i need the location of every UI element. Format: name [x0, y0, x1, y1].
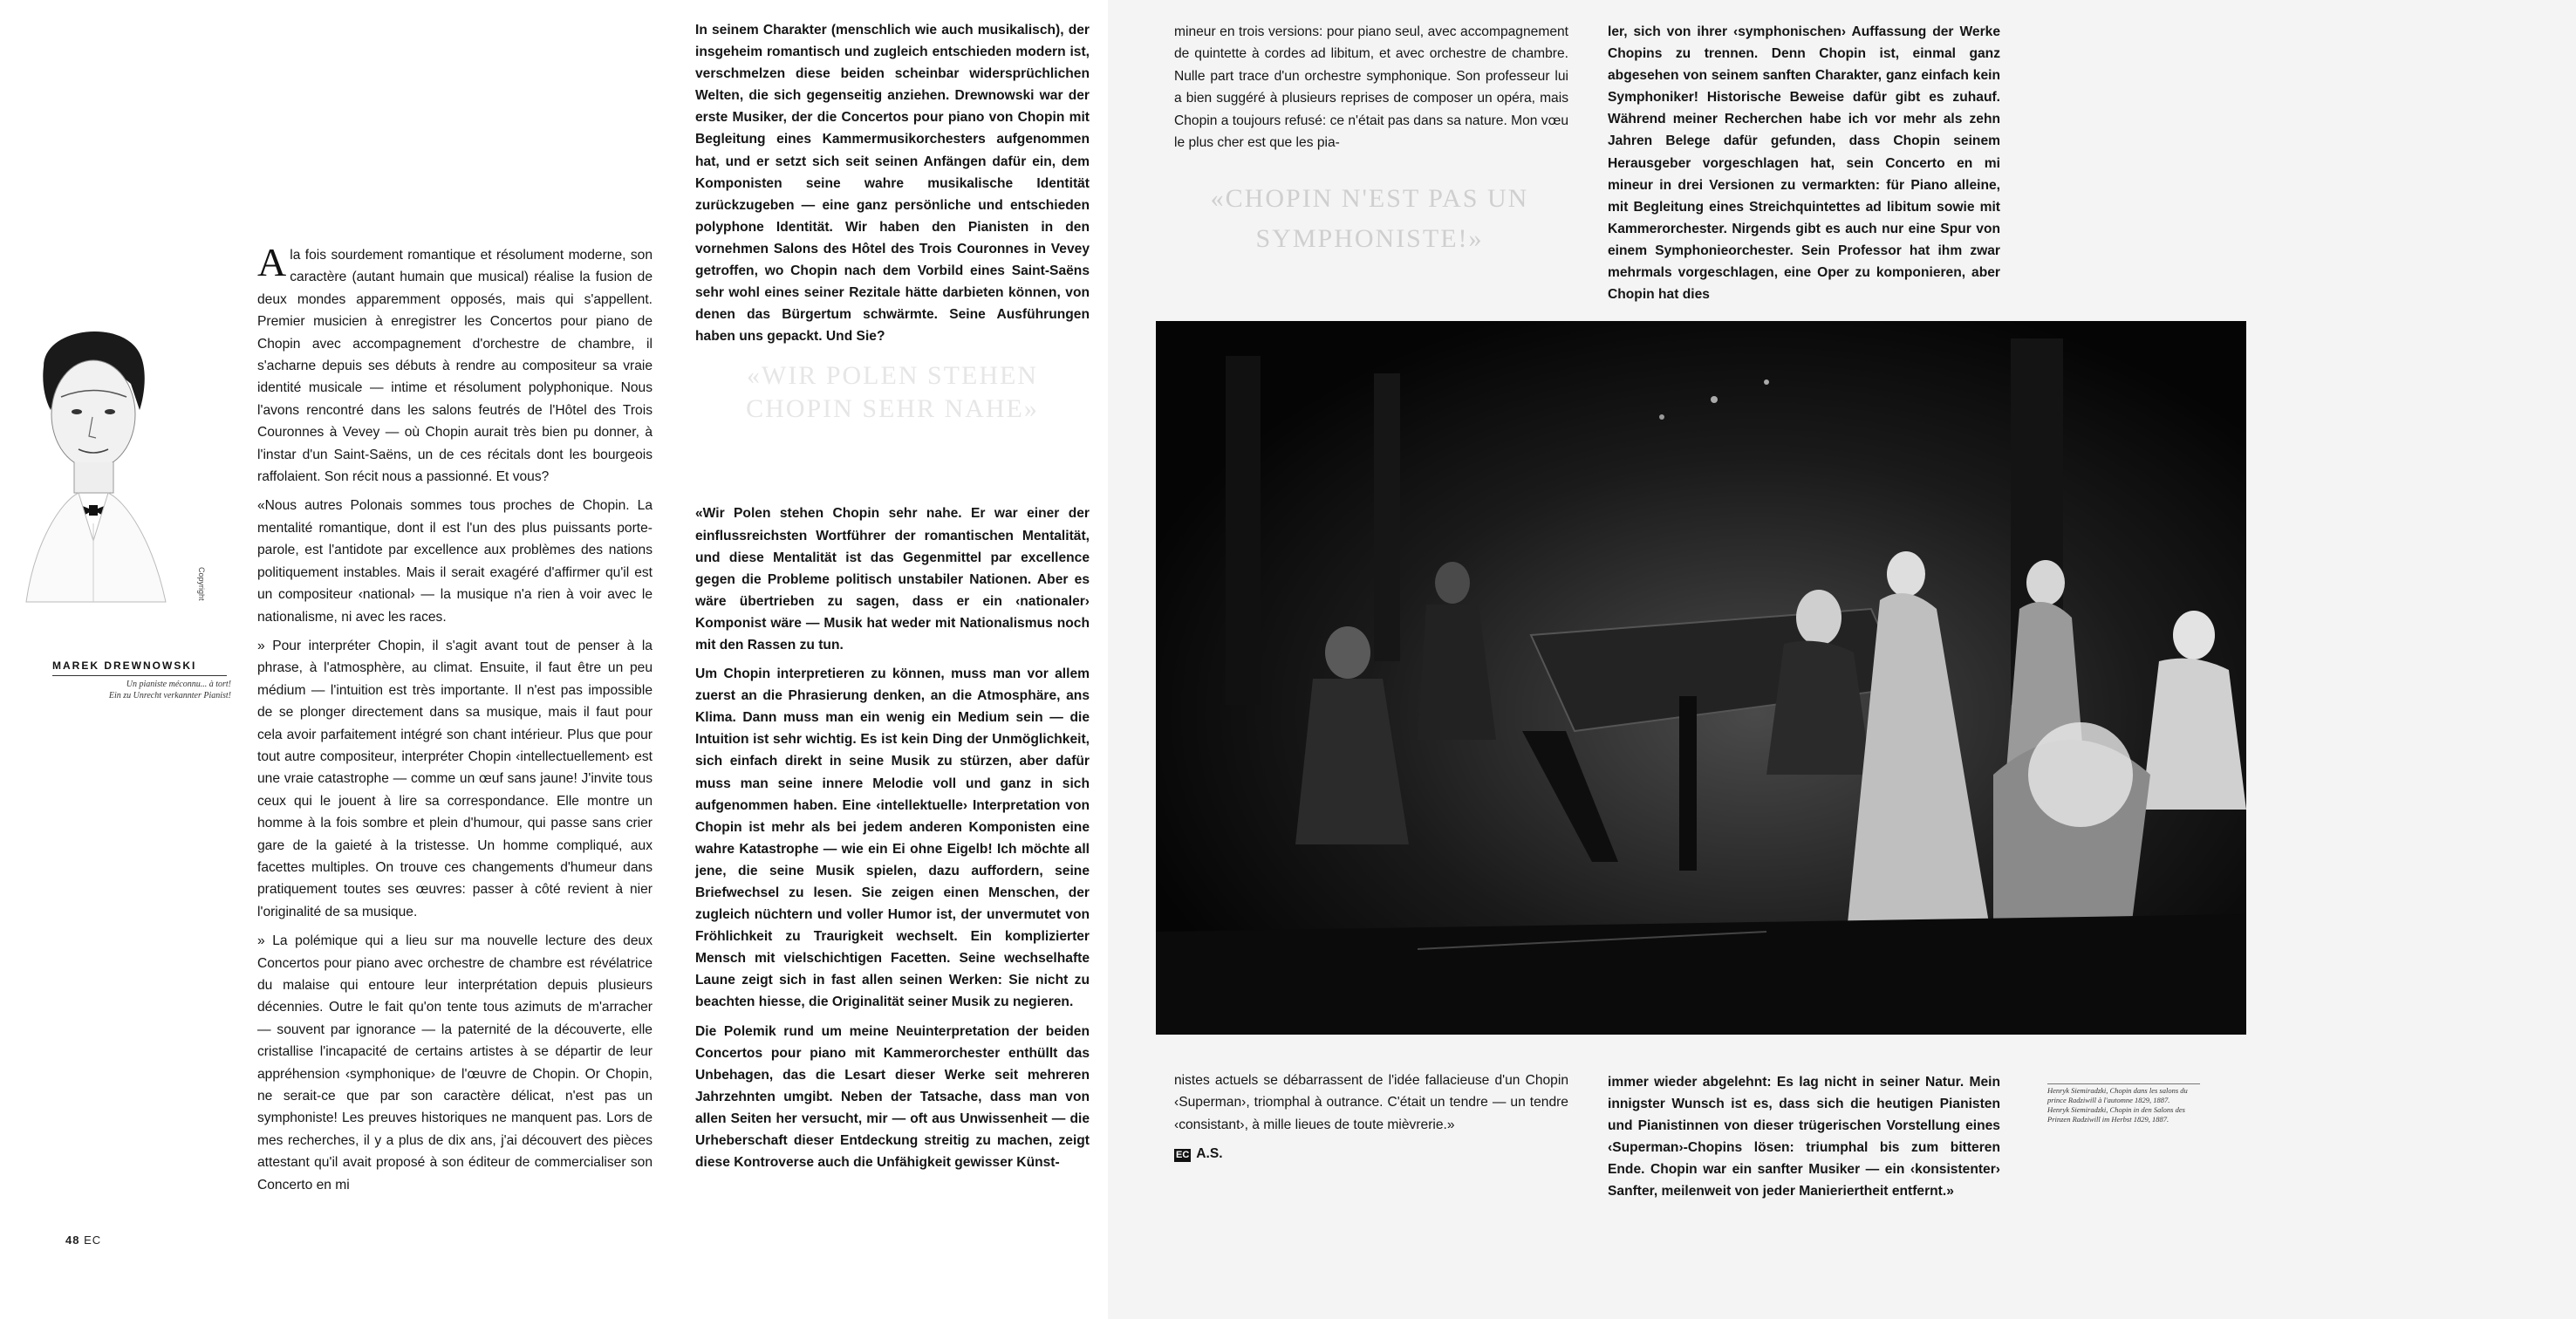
- left-page: [0, 0, 1108, 1319]
- french-continuation-top: [1174, 21, 1568, 161]
- portrait-caption-de: Ein zu Unrecht verkannter Pianist!: [108, 691, 231, 701]
- fr-paragraph-3: » Pour interpréter Chopin, il s'agit avant tout de penser à la phrase, à l'atmosphère, au climat. Ensuite, il faut être un peu médium — l'intuition est très importante. Il n'est pas impossible de se plonger directement dans sa musique, mais il faut pour cela avoir parfaitement intégré son chant intérieur. Plus que pour tout autre compositeur, interpréter Chopin ‹intellectuellement› est une vraie catastrophe — comme un œuf sans jaune! J'invite tous ceux qui le jouent à lire sa correspondance. Elle montre un homme à la fois sombre et plein d'humour, qui passe sans crier gare de la gaieté à la tristesse. Un homme compliqué, aux facettes multiples. On trouve ces changements d'humeur dans pratiquement toutes ses œuvres: passer à côté revient à nier l'originalité de sa musique.: [257, 638, 653, 919]
- page-number: 48: [65, 1234, 80, 1247]
- pull-quote: «CHOPIN N'EST PAS UN SYMPHONISTE!»: [1210, 184, 1529, 253]
- de-paragraph-4: Die Polemik rund um meine Neuinterpretation der beiden Concertos pour piano mit Kammerorchester enthüllt das Unbehagen, das die Lesart dieser Werke seit mehreren Jahrzehnten umgibt. Neben der Tatsache, dass man von allen Seiten her versucht, mir — oft aus Unwissenheit — die Urheberschaft dieser Entdeckung streitig zu machen, zeigt diese Kontroverse auch die Unfähigkeit gewisser Künst-: [695, 1023, 1090, 1171]
- fr-top-text: mineur en trois versions: pour piano seul, avec accompagnement de quintette à cordes ad libitum, et avec orchestre de chambre. Nulle part trace d'un orchestre symphonique. Son professeur lui a bien suggéré à plusieurs reprises de composer un opéra, mais Chopin a toujours refusé: ce n'était pas dans sa nature. Mon vœu le plus cher est que les pia-: [1174, 24, 1568, 151]
- photo-caption-divider: [2047, 1083, 2200, 1084]
- fr-paragraph-1: [257, 240, 653, 488]
- portrait-name: MAREK DREWNOWSKI: [52, 660, 197, 672]
- photo-caption: [2047, 1086, 2200, 1124]
- de-bottom-text: immer wieder abgelehnt: Es lag nicht in seiner Natur. Mein innigster Wunsch ist es, dass sich die heutigen Pianisten und Pianistinnen von dieser trügerischen Vorstellung eines ‹Superman›-Chopins lösen: triumphal bis zum bitteren Ende. Chopin war ein sanfter Musiker — ein ‹konsistenter› Sanfter, meilenweit von jeder Manieriertheit entfernt.»: [1608, 1075, 2000, 1199]
- magazine-mark: EC: [84, 1234, 102, 1247]
- caption-divider: [52, 675, 227, 676]
- portrait-photo: [9, 314, 183, 628]
- fr-paragraph-2: «Nous autres Polonais sommes tous proches de Chopin. La mentalité romantique, dont il est l'un des plus puissants porte-parole, est l'antidote par excellence aux problèmes des nations politiquement instables. Mais il serait exagéré d'affirmer qu'il est un compositeur ‹national› — la musique n'a rien à voir avec le nationalisme, ni avec les races.: [257, 498, 653, 625]
- photo-credit: Copyright: [197, 567, 206, 601]
- de-paragraph-2: «Wir Polen stehen Chopin sehr nahe. Er war einer der einflussreichsten Wortführer der romantischen Mentalität, und diese Mentalität ist das Gegenmittel par excellence gegen die Probleme politisch unstabiler Nationen. Aber es wäre übertrieben zu sagen, dass er ein ‹nationaler› Komponist wäre — Musik hat weder mit Nationalismus noch mit den Rassen zu tun.: [695, 506, 1090, 653]
- french-continuation-bottom: [1174, 1070, 1568, 1165]
- fr-paragraph-4: » La polémique qui a lieu sur ma nouvelle lecture des deux Concertos pour piano avec orchestre de chambre est révélatrice du malaise qui entoure leur interprétation depuis plusieurs décennies. Outre le fait qu'on tente tous azimuts de m'arracher — souvent par ignorance — la paternité de la découverte, elle cristallise l'incapacité de certains artistes à se départir de leur appréhension ‹symphonique› de l'œuvre de Chopin. Or Chopin, ne serait-ce que par son caractère délicat, n'est pas un symphoniste! Les preuves historiques ne manquent pas. Lors de mes recherches, il y a plus de dix ans, j'ai découvert des pièces attestant qu'il avait proposé à son éditeur de commercialiser son Concerto en mi: [257, 933, 653, 1193]
- french-article-column: [257, 240, 653, 1203]
- de-top-text: ler, sich von ihrer ‹symphonischen› Auffassung der Werke Chopins zu trennen. Denn Chopin ist, einmal ganz abgesehen von seinem sanften Charakter, ganz einfach kein Symphoniker! Historische Beweise dafür gibt es zuhauf. Während meiner Recherchen habe ich vor mehr als zehn Jahren Belege dafür gefunden, dass Chopin seinem Herausgeber vorgeschlagen hat, sein Concerto en mi mineur in drei Versionen zu vermarkten: für Piano alleine, mit Begleitung eines Streichquintettes ad libitum sowie mit Kammerorchester. Nirgends gibt es auch nur eine Spur von einem Symphonieorchester. Sein Professor hat ihm zwar mehrmals vorgeschlagen, eine Oper zu komponieren, aber Chopin hat dies: [1608, 24, 2000, 303]
- portrait-caption: [52, 679, 231, 701]
- portrait-caption-fr: Un pianiste méconnu... à tort!: [126, 680, 231, 689]
- photo-caption-de: Henryk Siemiradzki, Chopin in den Salons des Prinzen Radziwill im Herbst 1829, 1887.: [2047, 1105, 2185, 1124]
- fr-paragraph-1-text: la fois sourdement romantique et résolument moderne, son caractère (autant humain que musical) réalise la fusion de deux mondes apparemment opposés, mais qui s'appellent. Premier musicien à enregistrer les Concertos pour piano de Chopin avec accompagnement d'orchestre de chambre, il s'acharne depuis ses débuts à rendre au compositeur sa vraie identité musicale — intime et résolument polyphonique. Nous l'avons rencontré dans les salons feutrés de l'Hôtel des Trois Couronnes à Vevey — où Chopin aurait très bien pu donner, à l'instar d'un Saint-Saëns, un de ces récitals dont les bourgeois raffolaient. Son récit nous a passionné. Et vous?: [257, 248, 653, 485]
- fr-bottom-text: nistes actuels se débarrassent de l'idée fallacieuse d'un Chopin ‹Superman›, triomphal à outrance. C'était un tendre — un tendre ‹consistant›, à mille lieues de toute mièvrerie.»: [1174, 1073, 1568, 1132]
- german-continuation-top: [1608, 21, 2000, 312]
- german-article-column: [695, 19, 1090, 1180]
- de-paragraph-3: Um Chopin interpretieren zu können, muss man vor allem zuerst an die Phrasierung denken, an die Atmosphäre, ans Klima. Dann muss man ein wenig ein Medium sein — die Intuition ist sehr wichtig. Es ist kein Ding der Unmöglichkeit, sich einfach direkt in seine Musik zu stürzen, aber dafür muss man seine innere Melodie voll und ganz in sich aufgenommen haben. Eine ‹intellektuelle› Interpretation von Chopin ist mehr als bei jedem anderen Komponisten eine wahre Katastrophe — wie ein Ei ohne Eigelb! Ich möchte all jene, die seine Musik spielen, dazu auffordern, seine Briefwechsel zu lesen. Sie zeigen einen Menschen, der zugleich nüchtern und voller Humor ist, der unvermutet von Fröhlichkeit zu Traurigkeit wechselt. Ein komplizierter Mensch mit vielschichtigen Facetten. Seine wechselhafte Laune zeigt sich in fast allen seinen Werken: Sie nicht zu beachten hiesse, die Originalität seiner Musik zu negieren.: [695, 666, 1090, 1010]
- dropcap-a: A: [257, 240, 287, 284]
- ghost-pull-quote: «WIR POLEN STEHEN CHOPIN SEHR NAHE»: [746, 361, 1039, 424]
- de-paragraph-1: In seinem Charakter (menschlich wie auch musikalisch), der insgeheim romantisch und zugleich entschieden modern ist, verschmelzen diese beiden scheinbar widersprüchlichen Welten, die sich gegenseitig anziehen. Drewnowski war der erste Musiker, der die Concertos pour piano von Chopin mit Begleitung eines Kammermusikorchesters aufgenommen hat, und er setzt sich seit seinen Anfängen dafür ein, dem Komponisten seine wahre musikalische Identität zurückzugeben — eine ganz persönliche und entschieden polyphone Identität. Wir haben den Pianisten in den vornehmen Salons des Hôtel des Trois Couronnes in Vevey getroffen, wo Chopin nach dem Vorbild eines Saint-Saëns sehr wohl eines seiner Rezitale hätte darbieten können, von denen das Bürgertum schwärmte. Seine Ausführungen haben uns gepackt. Und Sie?: [695, 23, 1090, 345]
- signature: [1174, 1143, 1568, 1165]
- photo-caption-fr: Henryk Siemiradzki, Chopin dans les salons du prince Radziwill à l'automne 1829, 1887.: [2047, 1086, 2188, 1104]
- ec-logo-mark: EC: [1176, 1150, 1190, 1161]
- author-initials: A.S.: [1196, 1146, 1223, 1162]
- page-folio: [65, 1234, 101, 1247]
- painting-image: [1156, 321, 2246, 1035]
- german-continuation-bottom: [1608, 1071, 2000, 1210]
